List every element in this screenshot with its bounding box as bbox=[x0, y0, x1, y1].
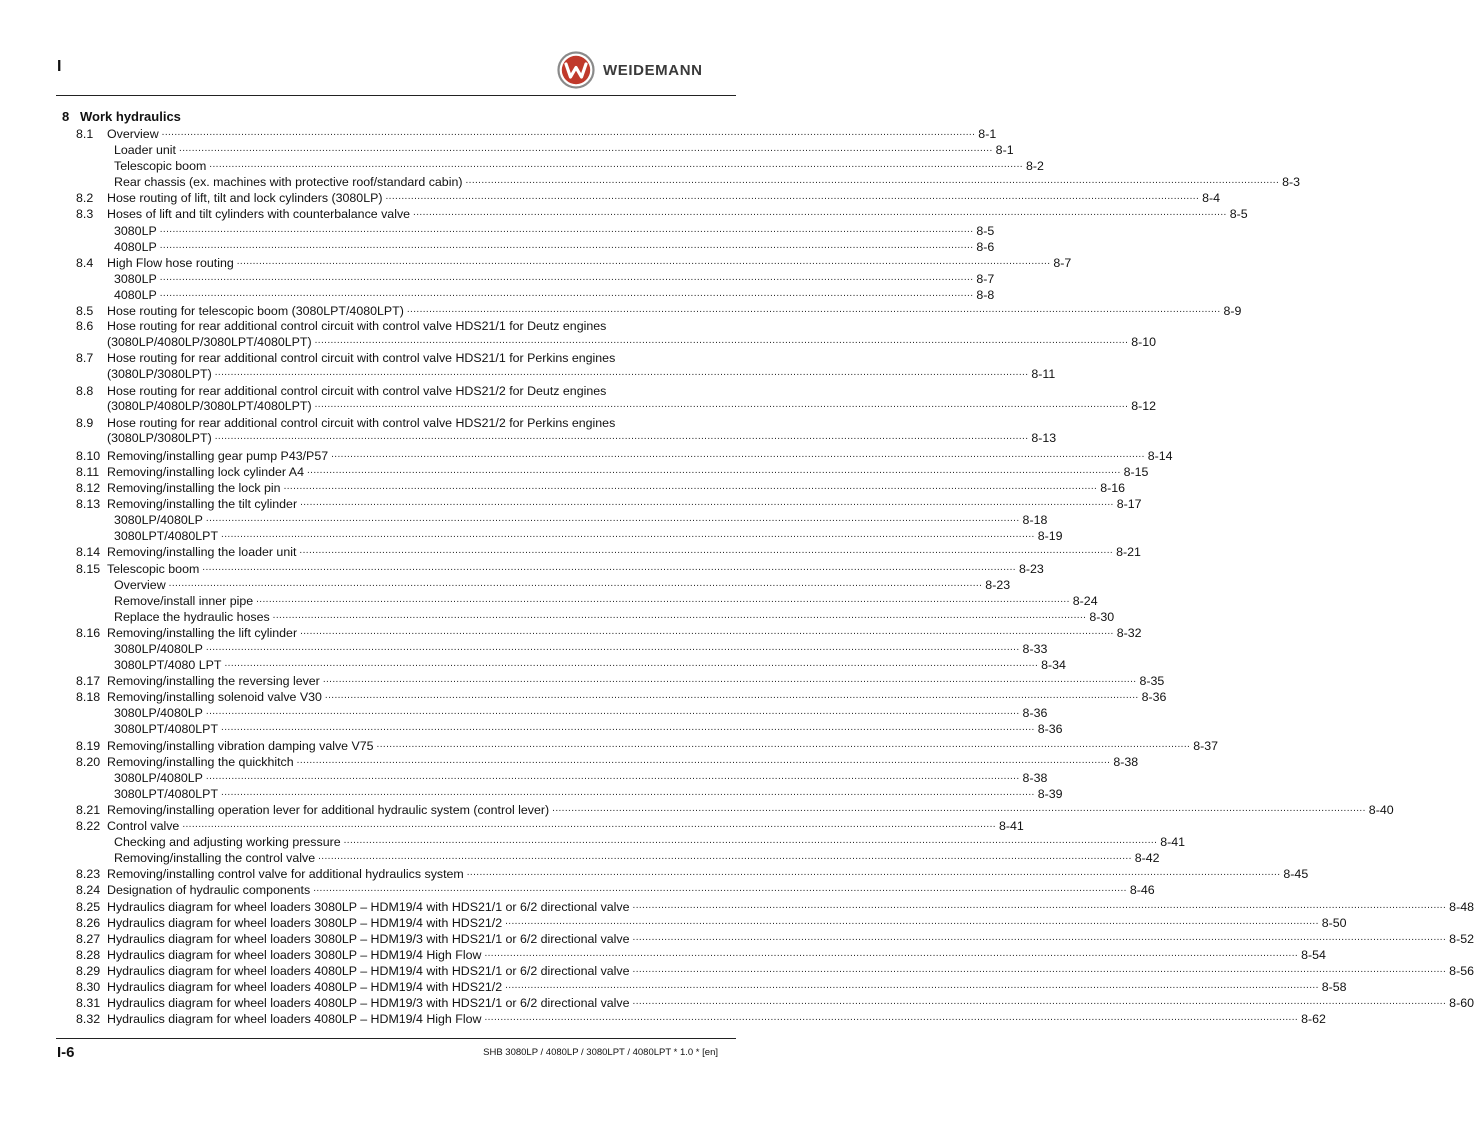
toc-entry-page: 8-9 bbox=[1223, 304, 1242, 319]
brand-name: WEIDEMANN bbox=[603, 61, 703, 79]
toc-entry-title: Hydraulics diagram for wheel loaders 3080LP – HDM19/4 with HDS21/1 or 6/2 directional valve bbox=[107, 899, 630, 914]
toc-entry-title: Removing/installing the control valve bbox=[114, 851, 316, 866]
toc-leader-dots bbox=[162, 126, 976, 138]
toc-entry[interactable] bbox=[76, 609, 1115, 625]
toc-entry[interactable] bbox=[76, 351, 719, 366]
toc-entry-page: 8-13 bbox=[1031, 431, 1057, 446]
toc-entry-page: 8-60 bbox=[1449, 996, 1474, 1011]
toc-entry-title: 3080LPT/4080LPT bbox=[114, 722, 219, 737]
document-reference: SHB 3080LP / 4080LP / 3080LPT / 4080LPT * 1.0 * [en] bbox=[483, 1047, 718, 1058]
weidemann-w-logo-icon bbox=[557, 51, 595, 89]
toc-leader-dots bbox=[315, 334, 1129, 346]
toc-entry[interactable] bbox=[76, 754, 1139, 770]
toc-entry-number: 8.15 bbox=[76, 561, 101, 576]
toc-entry-title: Removing/installing operation lever for additional hydraulic system (control lever) bbox=[107, 802, 550, 817]
toc-entry-page: 8-41 bbox=[1160, 835, 1186, 850]
toc-entry-number: 8.22 bbox=[76, 819, 101, 834]
toc-leader-dots bbox=[179, 142, 993, 154]
toc-entry[interactable] bbox=[76, 657, 1066, 673]
toc-entry[interactable] bbox=[76, 287, 995, 303]
toc-leader-dots bbox=[633, 931, 1447, 943]
toc-entry-page: 8-33 bbox=[1022, 642, 1048, 656]
toc-entry-page: 8-58 bbox=[1321, 979, 1347, 994]
toc-entry-title: Removing/installing lock cylinder A4 bbox=[107, 464, 304, 479]
toc-entry-page: 8-38 bbox=[1113, 754, 1139, 769]
toc-entry-title: Hydraulics diagram for wheel loaders 4080LP – HDM19/3 with HDS21/1 or 6/2 directional valve bbox=[107, 996, 630, 1011]
toc-entry-title: 3080LP bbox=[114, 271, 157, 286]
toc-entry-title: 3080LP bbox=[114, 223, 157, 238]
toc-leader-dots bbox=[313, 882, 1127, 894]
toc-entry-number: 8.7 bbox=[76, 351, 94, 366]
toc-entry-title: Removing/installing the tilt cylinder bbox=[107, 497, 298, 512]
toc-leader-dots bbox=[465, 174, 1279, 186]
toc-entry-page: 8-30 bbox=[1089, 609, 1115, 624]
toc-entry-title: Hydraulics diagram for wheel loaders 4080LP – HDM19/4 with HDS21/2 bbox=[107, 979, 503, 994]
toc-entry[interactable] bbox=[76, 512, 1048, 528]
toc-leader-dots bbox=[331, 448, 1145, 460]
toc-entry-page: 8-16 bbox=[1100, 481, 1126, 496]
toc-entry-title: Removing/installing control valve for additional hydraulics system bbox=[107, 867, 464, 882]
toc-leader-dots bbox=[413, 206, 1227, 218]
toc-leader-dots bbox=[297, 754, 1111, 766]
toc-entry[interactable] bbox=[76, 931, 1474, 947]
toc-entry-page: 8-36 bbox=[1141, 690, 1167, 705]
toc-entry-title: 3080LP/4080LP bbox=[114, 706, 203, 721]
toc-entry-title: Overview bbox=[107, 127, 159, 141]
toc-entry-number: 8.17 bbox=[76, 674, 101, 689]
toc-entry[interactable] bbox=[76, 802, 1394, 818]
toc-entry-number: 8.30 bbox=[76, 979, 101, 994]
toc-entry-page: 8-42 bbox=[1134, 851, 1160, 866]
toc-entry-number: 8.11 bbox=[76, 464, 100, 479]
toc-entry-title: 3080LPT/4080LPT bbox=[114, 529, 219, 544]
toc-entry-title: 3080LP/4080LP bbox=[114, 770, 203, 785]
toc-entry-page: 8-17 bbox=[1116, 497, 1142, 512]
toc-entry-number: 8.1 bbox=[76, 127, 94, 141]
toc-entry-title: Hoses of lift and tilt cylinders with counterbalance valve bbox=[107, 207, 411, 222]
toc-entry-number: 8.29 bbox=[76, 963, 101, 978]
toc-entry[interactable] bbox=[76, 206, 1248, 222]
toc-entry-number: 8.4 bbox=[76, 255, 94, 270]
toc-entry[interactable] bbox=[76, 770, 1048, 786]
toc-entry[interactable] bbox=[76, 673, 1165, 689]
toc-entry-title: Hydraulics diagram for wheel loaders 3080LP – HDM19/3 with HDS21/1 or 6/2 directional valve bbox=[107, 931, 630, 946]
toc-entry[interactable] bbox=[76, 561, 1044, 577]
toc-entry[interactable] bbox=[76, 239, 995, 255]
toc-entry-title: Hose routing for rear additional control circuit with control valve HDS21/2 for Deutz engines bbox=[107, 383, 607, 398]
footer-rule bbox=[56, 1038, 736, 1039]
toc-entry[interactable] bbox=[76, 947, 1326, 963]
toc-leader-dots bbox=[206, 705, 1020, 717]
toc-entry[interactable] bbox=[76, 126, 997, 142]
toc-entry-number: 8.28 bbox=[76, 947, 101, 962]
toc-entry-page: 8-12 bbox=[1131, 399, 1157, 414]
brand-logo bbox=[557, 50, 703, 90]
toc-entry-title: Replace the hydraulic hoses bbox=[114, 609, 270, 624]
toc-entry-title: Hydraulics diagram for wheel loaders 4080LP – HDM19/4 with HDS21/1 or 6/2 directional valve bbox=[107, 963, 630, 978]
toc-entry[interactable] bbox=[76, 398, 1157, 416]
toc-leader-dots bbox=[318, 850, 1132, 862]
toc-entry-title: 3080LP/4080LP bbox=[114, 642, 203, 656]
toc-leader-dots bbox=[209, 158, 1023, 170]
toc-entry-page: 8-40 bbox=[1368, 802, 1394, 817]
toc-leader-dots bbox=[221, 721, 1035, 733]
toc-entry[interactable] bbox=[76, 334, 1157, 352]
toc-entry-title: Telescopic boom bbox=[114, 159, 207, 174]
toc-entry-number: 8.13 bbox=[76, 497, 101, 512]
toc-leader-dots bbox=[377, 738, 1191, 750]
toc-entry-title: Hose routing of lift, tilt and lock cylinders (3080LP) bbox=[107, 191, 383, 206]
toc-leader-dots bbox=[215, 430, 1029, 442]
toc-entry-title: Loader unit bbox=[114, 143, 177, 158]
toc-leader-dots bbox=[256, 593, 1070, 605]
toc-leader-dots bbox=[202, 561, 1016, 573]
toc-entry-page: 8-18 bbox=[1022, 513, 1048, 528]
toc-entry[interactable] bbox=[76, 480, 1126, 496]
toc-entry-number: 8.19 bbox=[76, 738, 101, 753]
toc-entry-page: 8-45 bbox=[1283, 867, 1309, 882]
toc-entry-title: Hose routing for rear additional control circuit with control valve HDS21/2 for Perkins engines bbox=[107, 415, 616, 430]
toc-entry-title: Hose routing for telescopic boom (3080LPT/4080LPT) bbox=[107, 304, 404, 319]
page-number: I-6 bbox=[57, 1044, 75, 1061]
chapter-heading bbox=[62, 109, 181, 124]
toc-entry-number: 8.2 bbox=[76, 191, 94, 206]
toc-entry-number: 8.23 bbox=[76, 867, 101, 882]
toc-entry-title: Hydraulics diagram for wheel loaders 4080LP – HDM19/4 High Flow bbox=[107, 1012, 482, 1027]
toc-entry-title: Removing/installing vibration damping valve V75 bbox=[107, 738, 374, 753]
toc-leader-dots bbox=[385, 190, 1199, 202]
toc-entry-page: 8-37 bbox=[1193, 738, 1219, 753]
toc-leader-dots bbox=[307, 464, 1121, 476]
toc-entry-number: 8.16 bbox=[76, 625, 101, 640]
toc-entry[interactable] bbox=[76, 818, 1024, 834]
toc-entry-page: 8-7 bbox=[1053, 255, 1072, 270]
toc-leader-dots bbox=[300, 496, 1114, 508]
toc-entry-page: 8-1 bbox=[978, 127, 997, 141]
toc-leader-dots bbox=[467, 866, 1281, 878]
toc-leader-dots bbox=[344, 834, 1158, 846]
toc-entry[interactable] bbox=[76, 786, 1063, 802]
toc-entry[interactable] bbox=[76, 158, 1044, 174]
toc-entry[interactable] bbox=[76, 979, 1347, 995]
toc-leader-dots bbox=[505, 915, 1319, 927]
toc-entry-page: 8-32 bbox=[1116, 625, 1142, 640]
toc-entry-page: 8-34 bbox=[1041, 658, 1066, 673]
toc-entry-number: 8.10 bbox=[76, 448, 101, 463]
toc-leader-dots bbox=[206, 641, 1020, 653]
toc-entry-page: 8-3 bbox=[1282, 175, 1301, 190]
toc-leader-dots bbox=[206, 770, 1020, 782]
toc-leader-dots bbox=[221, 528, 1035, 540]
toc-entry-title: Removing/installing gear pump P43/P57 bbox=[107, 448, 329, 463]
toc-entry[interactable] bbox=[76, 593, 1098, 609]
toc-entry-page: 8-54 bbox=[1301, 947, 1326, 962]
table-of-contents bbox=[76, 126, 1474, 1027]
toc-entry-page: 8-62 bbox=[1301, 1012, 1326, 1027]
chapter-number: 8 bbox=[62, 109, 70, 124]
toc-leader-dots bbox=[160, 271, 974, 283]
toc-entry-page: 8-23 bbox=[985, 577, 1011, 592]
toc-entry-title: Remove/install inner pipe bbox=[114, 593, 254, 608]
toc-entry-page: 8-15 bbox=[1123, 464, 1149, 479]
toc-entry[interactable] bbox=[76, 448, 1173, 464]
toc-entry-title: Checking and adjusting working pressure bbox=[114, 835, 341, 850]
toc-leader-dots bbox=[633, 899, 1447, 911]
toc-leader-dots bbox=[206, 512, 1020, 524]
toc-entry-number: 8.24 bbox=[76, 883, 101, 898]
toc-leader-dots bbox=[633, 995, 1447, 1007]
toc-entry-number: 8.8 bbox=[76, 383, 94, 398]
toc-entry[interactable] bbox=[76, 963, 1474, 979]
toc-entry[interactable] bbox=[76, 577, 1011, 593]
toc-entry-page: 8-19 bbox=[1037, 529, 1063, 544]
toc-leader-dots bbox=[407, 303, 1221, 315]
toc-entry-page: 8-21 bbox=[1116, 545, 1141, 560]
toc-entry-title: 3080LP/4080LP bbox=[114, 513, 203, 528]
toc-leader-dots bbox=[169, 577, 983, 589]
toc-entry-number: 8.32 bbox=[76, 1012, 101, 1027]
toc-entry[interactable] bbox=[76, 834, 1186, 850]
toc-entry-title: 4080LP bbox=[114, 287, 157, 302]
toc-entry-number: 8.12 bbox=[76, 481, 101, 496]
toc-leader-dots bbox=[237, 255, 1051, 267]
toc-entry-title: Hose routing for rear additional control circuit with control valve HDS21/1 for Perkins engines bbox=[107, 351, 616, 366]
toc-entry-page: 8-38 bbox=[1022, 770, 1048, 785]
toc-entry-number: 8.5 bbox=[76, 304, 94, 319]
toc-entry-number: 8.18 bbox=[76, 690, 101, 705]
toc-leader-dots bbox=[484, 947, 1298, 959]
toc-entry-page: 8-2 bbox=[1025, 159, 1044, 174]
toc-entry[interactable] bbox=[76, 544, 1141, 560]
toc-entry-title: (3080LP/4080LP/3080LPT/4080LPT) bbox=[107, 334, 312, 349]
toc-entry-page: 8-14 bbox=[1147, 448, 1173, 463]
toc-entry-number: 8.14 bbox=[76, 545, 101, 560]
toc-entry-number: 8.31 bbox=[76, 996, 101, 1011]
toc-entry[interactable] bbox=[76, 738, 1219, 754]
toc-leader-dots bbox=[215, 366, 1029, 378]
toc-entry-page: 8-10 bbox=[1131, 334, 1157, 349]
toc-entry-title: 3080LPT/4080 LPT bbox=[114, 658, 222, 673]
toc-entry-title: Removing/installing the quickhitch bbox=[107, 754, 294, 769]
toc-entry-page: 8-56 bbox=[1449, 963, 1474, 978]
toc-entry[interactable] bbox=[76, 850, 1160, 866]
toc-entry-title: Removing/installing the reversing lever bbox=[107, 674, 320, 689]
toc-entry[interactable] bbox=[76, 430, 1057, 448]
toc-entry-number: 8.26 bbox=[76, 915, 101, 930]
toc-leader-dots bbox=[160, 287, 974, 299]
toc-entry-title: Hose routing for rear additional control circuit with control valve HDS21/1 for Deutz engines bbox=[107, 319, 607, 334]
toc-leader-dots bbox=[273, 609, 1087, 621]
chapter-title: Work hydraulics bbox=[80, 109, 181, 124]
toc-entry-number: 8.3 bbox=[76, 207, 94, 222]
toc-entry-title: Control valve bbox=[107, 819, 180, 834]
toc-leader-dots bbox=[315, 398, 1129, 410]
toc-leader-dots bbox=[633, 963, 1447, 975]
toc-entry-page: 8-48 bbox=[1449, 899, 1474, 914]
toc-entry[interactable] bbox=[76, 464, 1149, 480]
toc-entry-page: 8-5 bbox=[976, 223, 995, 238]
toc-entry[interactable] bbox=[76, 255, 1072, 271]
toc-leader-dots bbox=[224, 657, 1038, 669]
toc-entry[interactable] bbox=[76, 319, 719, 334]
toc-entry-page: 8-35 bbox=[1139, 674, 1165, 689]
toc-entry[interactable] bbox=[76, 142, 1014, 158]
toc-entry[interactable] bbox=[76, 271, 995, 287]
toc-entry-title: Designation of hydraulic components bbox=[107, 883, 311, 898]
toc-leader-dots bbox=[323, 673, 1137, 685]
toc-entry[interactable] bbox=[76, 625, 1142, 641]
toc-entry-page: 8-36 bbox=[1022, 706, 1048, 721]
toc-entry-number: 8.20 bbox=[76, 754, 101, 769]
toc-entry[interactable] bbox=[76, 384, 719, 399]
toc-entry-page: 8-24 bbox=[1072, 593, 1098, 608]
toc-entry[interactable] bbox=[76, 995, 1474, 1011]
toc-entry[interactable] bbox=[76, 866, 1309, 882]
toc-entry-title: Removing/installing the lift cylinder bbox=[107, 625, 298, 640]
toc-entry[interactable] bbox=[76, 528, 1063, 544]
toc-entry-page: 8-23 bbox=[1018, 561, 1044, 576]
toc-entry-title: (3080LP/3080LPT) bbox=[107, 431, 212, 446]
toc-entry[interactable] bbox=[76, 721, 1063, 737]
toc-leader-dots bbox=[284, 480, 1098, 492]
toc-entry[interactable] bbox=[76, 1011, 1326, 1027]
toc-entry-title: Rear chassis (ex. machines with protective roof/standard cabin) bbox=[114, 175, 463, 190]
toc-entry-page: 8-50 bbox=[1321, 915, 1347, 930]
toc-entry-page: 8-52 bbox=[1449, 931, 1474, 946]
toc-entry-title: Overview bbox=[114, 577, 166, 592]
section-letter: I bbox=[57, 58, 62, 75]
toc-entry-title: Hydraulics diagram for wheel loaders 3080LP – HDM19/4 High Flow bbox=[107, 947, 482, 962]
toc-entry-page: 8-7 bbox=[976, 271, 995, 286]
toc-entry[interactable] bbox=[76, 496, 1142, 512]
toc-entry[interactable] bbox=[76, 689, 1167, 705]
toc-entry-page: 8-36 bbox=[1037, 722, 1063, 737]
toc-entry-title: High Flow hose routing bbox=[107, 255, 234, 270]
toc-entry-page: 8-4 bbox=[1202, 191, 1221, 206]
toc-leader-dots bbox=[221, 786, 1035, 798]
toc-entry-number: 8.21 bbox=[76, 802, 101, 817]
toc-entry-page: 8-46 bbox=[1129, 883, 1155, 898]
toc-entry-title: (3080LP/3080LPT) bbox=[107, 367, 212, 381]
toc-entry-title: Removing/installing the loader unit bbox=[107, 545, 297, 560]
toc-entry-number: 8.25 bbox=[76, 899, 101, 914]
toc-entry[interactable] bbox=[76, 899, 1474, 915]
toc-entry[interactable] bbox=[76, 416, 719, 431]
header-rule bbox=[56, 95, 736, 96]
toc-entry[interactable] bbox=[76, 366, 1056, 384]
toc-entry[interactable] bbox=[76, 915, 1347, 931]
toc-entry-title: Removing/installing the lock pin bbox=[107, 481, 281, 496]
toc-entry-page: 8-11 bbox=[1031, 367, 1056, 381]
toc-entry-title: 3080LPT/4080LPT bbox=[114, 786, 219, 801]
toc-entry-title: Removing/installing solenoid valve V30 bbox=[107, 690, 322, 705]
toc-entry-title: Hydraulics diagram for wheel loaders 3080LP – HDM19/4 with HDS21/2 bbox=[107, 915, 503, 930]
toc-entry-page: 8-1 bbox=[995, 143, 1014, 158]
toc-entry-title: Telescopic boom bbox=[107, 561, 200, 576]
toc-entry-page: 8-5 bbox=[1229, 207, 1248, 222]
toc-leader-dots bbox=[300, 625, 1114, 637]
toc-entry-number: 8.27 bbox=[76, 931, 101, 946]
toc-entry-title: (3080LP/4080LP/3080LPT/4080LPT) bbox=[107, 399, 312, 414]
toc-leader-dots bbox=[552, 802, 1366, 814]
toc-entry[interactable] bbox=[76, 190, 1221, 206]
toc-entry[interactable] bbox=[76, 174, 1301, 190]
toc-entry[interactable] bbox=[76, 223, 995, 239]
toc-leader-dots bbox=[182, 818, 996, 830]
toc-leader-dots bbox=[160, 223, 974, 235]
toc-leader-dots bbox=[160, 239, 974, 251]
toc-entry-number: 8.9 bbox=[76, 415, 94, 430]
toc-entry-page: 8-41 bbox=[998, 819, 1024, 834]
toc-entry-title: 4080LP bbox=[114, 239, 157, 254]
toc-entry[interactable] bbox=[76, 882, 1155, 898]
toc-leader-dots bbox=[484, 1011, 1298, 1023]
toc-entry[interactable] bbox=[76, 705, 1048, 721]
toc-entry-number: 8.6 bbox=[76, 319, 94, 334]
toc-entry[interactable] bbox=[76, 641, 1048, 657]
toc-leader-dots bbox=[505, 979, 1319, 991]
toc-entry-page: 8-39 bbox=[1037, 786, 1063, 801]
toc-entry-page: 8-6 bbox=[976, 239, 995, 254]
toc-entry[interactable] bbox=[76, 303, 1242, 319]
toc-entry-page: 8-8 bbox=[976, 287, 995, 302]
toc-leader-dots bbox=[299, 544, 1113, 556]
toc-leader-dots bbox=[325, 689, 1139, 701]
